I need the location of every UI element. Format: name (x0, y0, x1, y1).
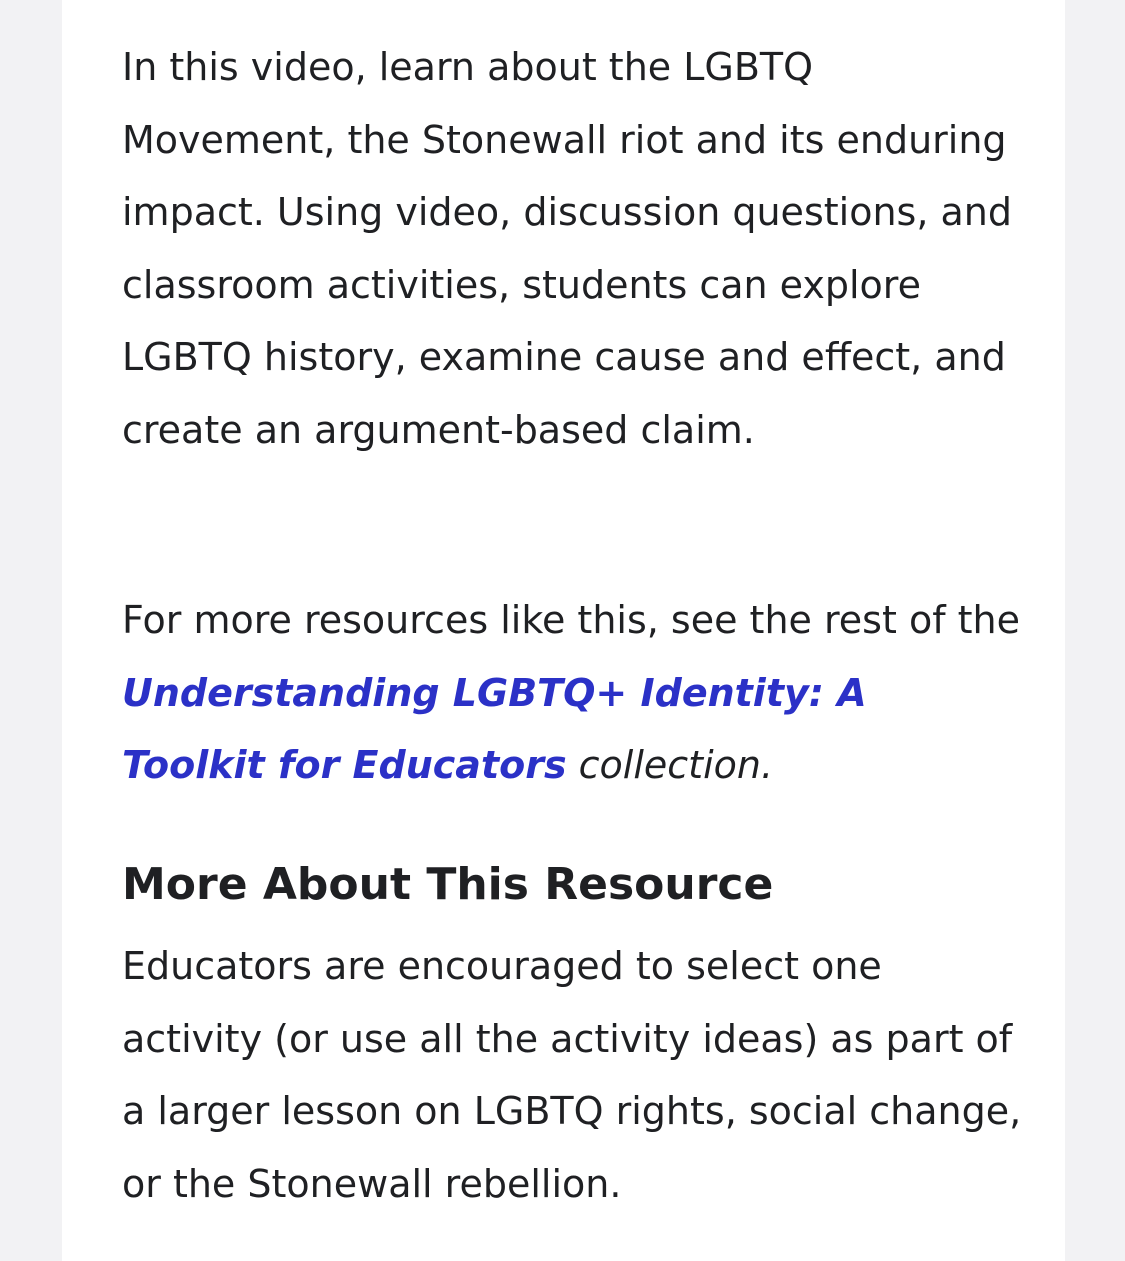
content-card (62, 0, 1065, 1261)
more-about-heading: More About This Resource (122, 859, 774, 910)
more-resources-prefix: For more resources like this, see the rest of the (122, 598, 1021, 642)
about-resource-paragraph: Educators are encouraged to select one activity (or use all the activity ideas) as part of a larger lesson on LGBTQ rights, social change, or the Stonewall rebellion. (122, 944, 1022, 1206)
more-resources-paragraph (122, 584, 1022, 802)
collection-suffix: collection. (566, 743, 774, 787)
toolkit-collection-link[interactable]: Understanding LGBTQ+ Identity: A Toolkit for Educators (122, 670, 867, 787)
intro-paragraph: In this video, learn about the LGBTQ Movement, the Stonewall riot and its enduring impact. Using video, discussion questions, and classroom activities, students can explore LGBTQ history, examine cause and effect, and create an argument-based claim. (122, 45, 1012, 452)
